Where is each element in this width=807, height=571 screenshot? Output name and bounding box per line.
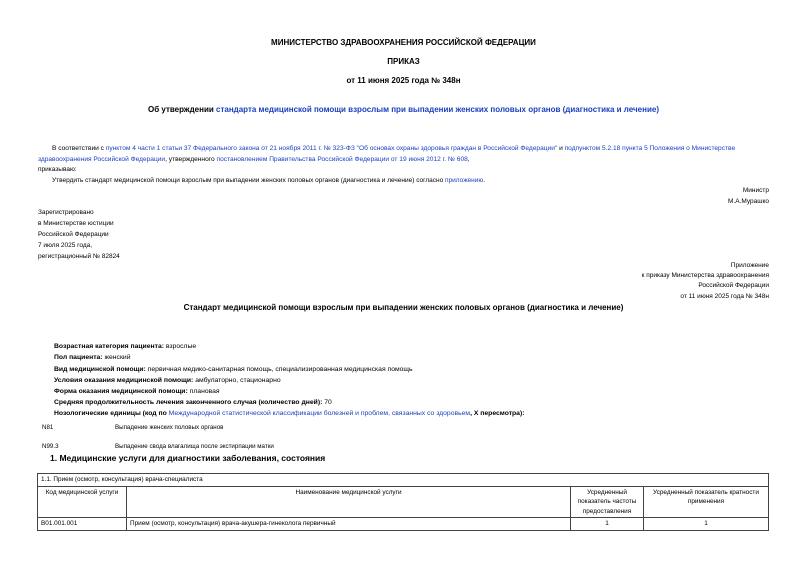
preamble-paragraph xyxy=(38,144,770,165)
decree-link[interactable]: постановлением Правительства Российской Федерации от 19 июня 2012 г. № 608 xyxy=(216,155,468,163)
appendix-line: от 11 июня 2025 года № 348н xyxy=(680,293,769,300)
registration-line: в Министерстве юстиции xyxy=(38,220,114,227)
registration-line: регистрационный № 82824 xyxy=(38,253,120,260)
table-header-row xyxy=(38,486,769,518)
nosology-code: N81 xyxy=(42,424,54,431)
preamble-text: В соответствии с xyxy=(52,145,106,152)
meta-label: Форма оказания медицинской помощи: xyxy=(54,388,188,395)
meta-label: Средняя продолжительность лечения законченного случая (количество дней): xyxy=(54,399,323,406)
meta-label: Вид медицинской помощи: xyxy=(54,366,146,373)
appendix-line: к приказу Министерства здравоохранения xyxy=(641,272,769,279)
meta-label: Возрастная категория пациента: xyxy=(54,343,164,350)
meta-value: плановая xyxy=(189,388,220,395)
table-cell-code: B01.001.001 xyxy=(38,518,127,531)
nosology-name: Выпадение свода влагалища после экстирпации матки xyxy=(115,443,274,450)
meta-value: взрослые xyxy=(165,343,197,350)
approve-text: Утвердить стандарт медицинской помощи взрослым при выпадении женских половых органов (диагностика и лечение) согласно xyxy=(52,177,446,184)
nosology-code: N99.3 xyxy=(42,443,59,450)
nosology-name: Выпадение женских половых органов xyxy=(115,424,224,431)
meta-type xyxy=(54,366,413,373)
appendix-line: Российской Федерации xyxy=(698,282,769,289)
doc-type: ПРИКАЗ xyxy=(387,57,420,66)
services-table xyxy=(37,473,769,531)
table-subsection-row xyxy=(38,474,769,487)
meta-value: 70 xyxy=(324,399,332,406)
registration-line: Российской Федерации xyxy=(38,231,109,238)
meta-conditions xyxy=(54,377,281,384)
table-header: Усредненный показатель частоты предоставления xyxy=(571,486,644,518)
table-header: Код медицинской услуги xyxy=(38,486,127,518)
meta-label: Условия оказания медицинской помощи: xyxy=(54,377,194,384)
order-title xyxy=(0,105,807,114)
registration-line: 7 июля 2025 года, xyxy=(38,242,93,249)
appendix-line: Приложение xyxy=(730,262,769,269)
meta-value: первичная медико-санитарная помощь, специализированная медицинская помощь xyxy=(147,366,413,373)
signature-name: М.А.Мурашко xyxy=(727,198,769,205)
ministry-heading: МИНИСТЕРСТВО ЗДРАВООХРАНЕНИЯ РОССИЙСКОЙ ФЕДЕРАЦИИ xyxy=(271,38,536,47)
section-title: 1. Медицинские услуги для диагностики заболевания, состояния xyxy=(50,453,326,463)
meta-label: , X пересмотра): xyxy=(470,410,525,417)
meta-label: Нозологические единицы (код по xyxy=(54,410,169,417)
standard-title: Стандарт медицинской помощи взрослым при выпадении женских половых органов (диагностика и лечение) xyxy=(183,303,624,312)
order-title-link[interactable]: стандарта медицинской помощи взрослым при выпадении женских половых органов (диагностика и лечение) xyxy=(216,105,659,114)
order-word: приказываю: xyxy=(38,166,77,173)
signature-position: Министр xyxy=(742,187,769,194)
registration-line: Зарегистрировано xyxy=(38,209,94,216)
table-row xyxy=(38,518,769,531)
table-header: Усредненный показатель кратности применения xyxy=(644,486,769,518)
meta-duration xyxy=(54,399,332,406)
meta-sex xyxy=(54,354,131,361)
table-cell-frequency: 1 xyxy=(571,518,644,531)
order-title-prefix: Об утверждении xyxy=(148,105,216,114)
icd-link[interactable]: Международной статистической классификации болезней и проблем, связанных со здоровьем xyxy=(168,410,471,417)
table-cell-name: Прием (осмотр, консультация) врача-акушера-гинеколога первичный xyxy=(127,518,571,531)
regulation-link[interactable]: подпунктом 5.2.18 пункта 5 Положения о Министерстве здравоохранения Российской Федерации xyxy=(38,145,736,163)
approve-text: . xyxy=(483,177,486,184)
meta-value: женский xyxy=(104,354,131,361)
preamble-text: и xyxy=(557,145,565,152)
approve-paragraph xyxy=(52,177,485,184)
meta-form xyxy=(54,388,220,395)
law-link[interactable]: пунктом 4 части 1 статьи 37 Федерального закона от 21 ноября 2011 г. № 323-ФЗ "Об основах охраны здоровья граждан в Российской Федерации" xyxy=(105,145,558,152)
table-header: Наименование медицинской услуги xyxy=(127,486,571,518)
table-cell-multiplicity: 1 xyxy=(644,518,769,531)
meta-nosology xyxy=(54,410,525,417)
order-date-number: от 11 июня 2025 года № 348н xyxy=(346,76,461,85)
meta-age xyxy=(54,343,196,350)
appendix-link[interactable]: приложению xyxy=(445,177,484,184)
meta-value: амбулаторно, стационарно xyxy=(195,377,281,384)
meta-label: Пол пациента: xyxy=(54,354,103,361)
preamble-text: , утвержденного xyxy=(165,155,217,163)
table-subsection: 1.1. Прием (осмотр, консультация) врача-специалиста xyxy=(38,474,769,487)
preamble-text: , xyxy=(467,155,470,163)
